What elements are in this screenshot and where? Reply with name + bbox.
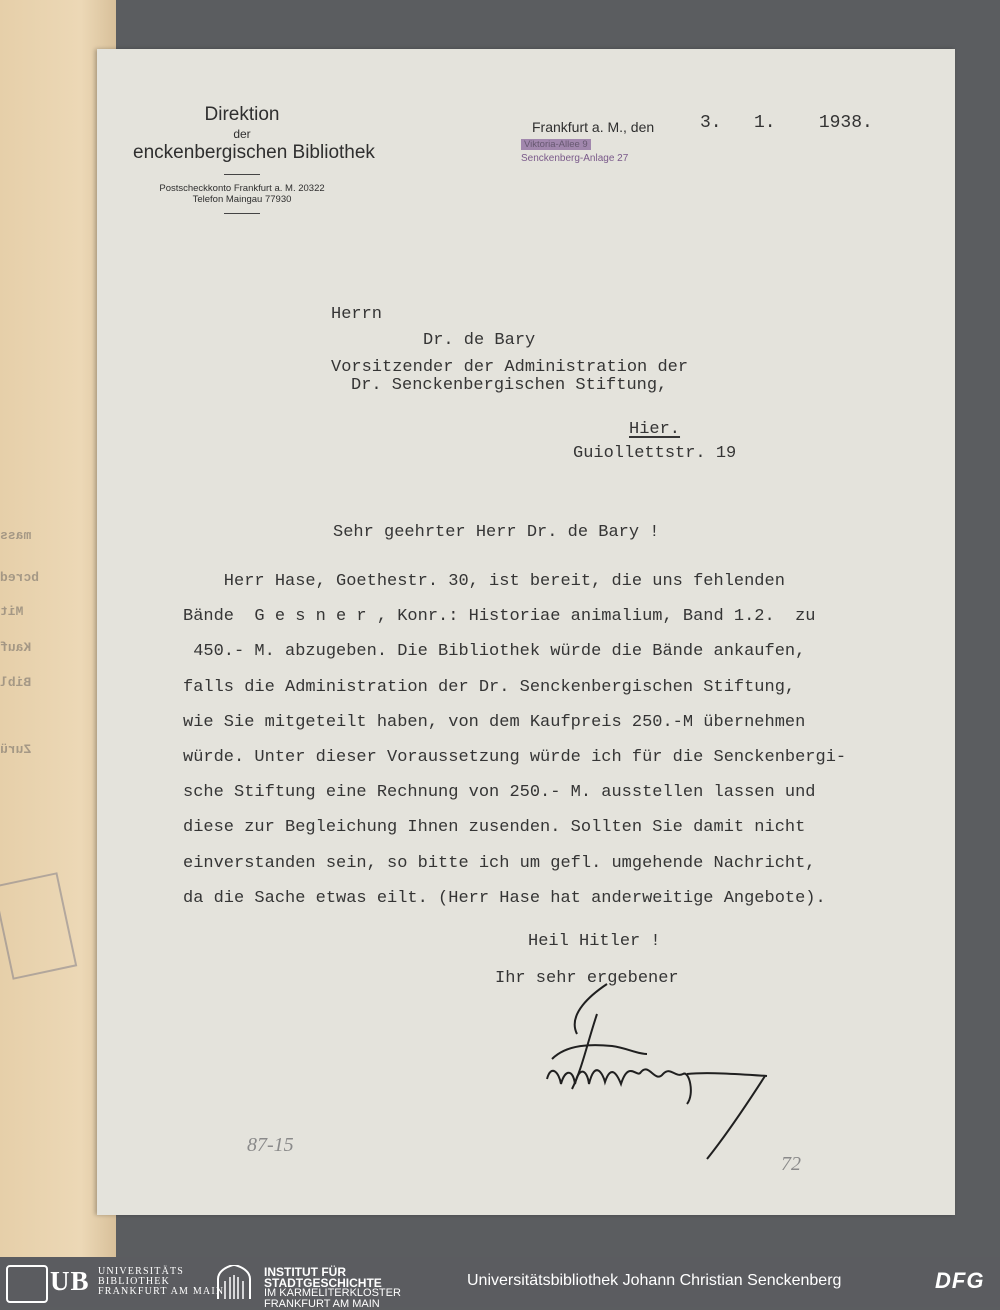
bleed-through-text: Bibl (0, 675, 32, 690)
body-line: sche Stiftung eine Rechnung von 250.- M. ausstellen lassen und (183, 783, 816, 803)
bleed-through-text: mass (0, 528, 32, 543)
address-stamp: Senckenberg-Anlage 27 (521, 153, 629, 164)
body-line: Bände G e s n e r , Konr.: Historiae animalium, Band 1.2. zu (183, 607, 816, 627)
address-role-line1: Vorsitzender der Administration der (331, 358, 689, 377)
pencil-note: 87-15 (247, 1134, 294, 1156)
letter-body (183, 564, 953, 916)
letterhead-title: Direktion (204, 104, 280, 125)
handwritten-signature (537, 974, 807, 1164)
closing-formula: Ihr sehr ergebener (495, 969, 679, 988)
body-line: würde. Unter dieser Voraussetzung würde ich für die Senckenbergi- (183, 747, 847, 767)
address-role-line2: Dr. Senckenbergischen Stiftung, (351, 376, 668, 395)
ub-caption-line: FRANKFURT AM MAIN (98, 1286, 225, 1297)
letterhead-institution: enckenbergischen Bibliothek (133, 142, 375, 163)
greeting: Sehr geehrter Herr Dr. de Bary ! (333, 523, 660, 542)
body-line: einverstanden sein, so bitte ich um gefl. umgehende Nachricht, (183, 853, 816, 873)
isg-logo-text (264, 1267, 401, 1309)
ub-logo-icon (6, 1265, 48, 1303)
body-line: wie Sie mitgeteilt haben, von dem Kaufpreis 250.-M übernehmen (183, 712, 806, 732)
ub-caption-line: BIBLIOTHEK (98, 1276, 170, 1287)
isg-arch-icon (216, 1265, 252, 1299)
letterhead-divider (224, 213, 260, 214)
address-name: Dr. de Bary (423, 331, 536, 350)
struck-address-stamp: Viktoria-Allee 9 (521, 139, 591, 150)
body-line: falls die Administration der Dr. Senckenbergischen Stiftung, (183, 677, 796, 697)
closing-salute: Heil Hitler ! (528, 932, 661, 951)
ub-caption-line: UNIVERSITÄTS (98, 1266, 185, 1277)
footer-bar (0, 1257, 1000, 1310)
body-line: 450.- M. abzugeben. Die Bibliothek würde die Bände ankaufen, (183, 642, 806, 662)
letterhead (97, 104, 387, 214)
letter-sheet (97, 49, 955, 1215)
isg-line: INSTITUT FÜR (264, 1265, 346, 1279)
letterhead-telefon: Telefon Maingau 77930 (192, 194, 292, 205)
body-line: da die Sache etwas eilt. (Herr Hase hat anderweitige Angebote). (183, 888, 826, 908)
isg-line: IM KARMELITERKLOSTER (264, 1287, 401, 1299)
place-label: Frankfurt a. M., den (532, 119, 655, 135)
letterhead-postscheck: Postscheckkonto Frankfurt a. M. 20322 (159, 183, 325, 194)
bleed-through-text: Zurü (0, 742, 32, 757)
pencil-page-number: 72 (781, 1153, 801, 1175)
body-line: diese zur Begleichung Ihnen zusenden. Sollten Sie damit nicht (183, 818, 806, 838)
bleed-through-text: Kauf (0, 640, 32, 655)
isg-line: FRANKFURT AM MAIN (264, 1297, 380, 1310)
letterhead-der: der (233, 127, 251, 141)
address-street: Guiollettstr. 19 (573, 444, 737, 463)
letter-date: 3. 1. 1938. (700, 113, 873, 133)
faded-stamp (0, 872, 77, 980)
address-city: Hier. (629, 420, 681, 439)
letterhead-divider (224, 174, 260, 175)
bleed-through-text: Mit (0, 604, 24, 619)
ub-logo-text: UB (50, 1266, 90, 1296)
isg-line: STADTGESCHICHTE (264, 1275, 382, 1290)
body-line: Herr Hase, Goethestr. 30, ist bereit, die uns fehlenden (183, 572, 785, 591)
dfg-logo: DFG (935, 1268, 985, 1293)
address-salutation: Herrn (331, 305, 383, 324)
footer-library-name: Universitätsbibliothek Johann Christian Senckenberg (467, 1272, 842, 1289)
ub-logo-caption (98, 1267, 224, 1297)
bleed-through-text: bcred (0, 570, 40, 585)
